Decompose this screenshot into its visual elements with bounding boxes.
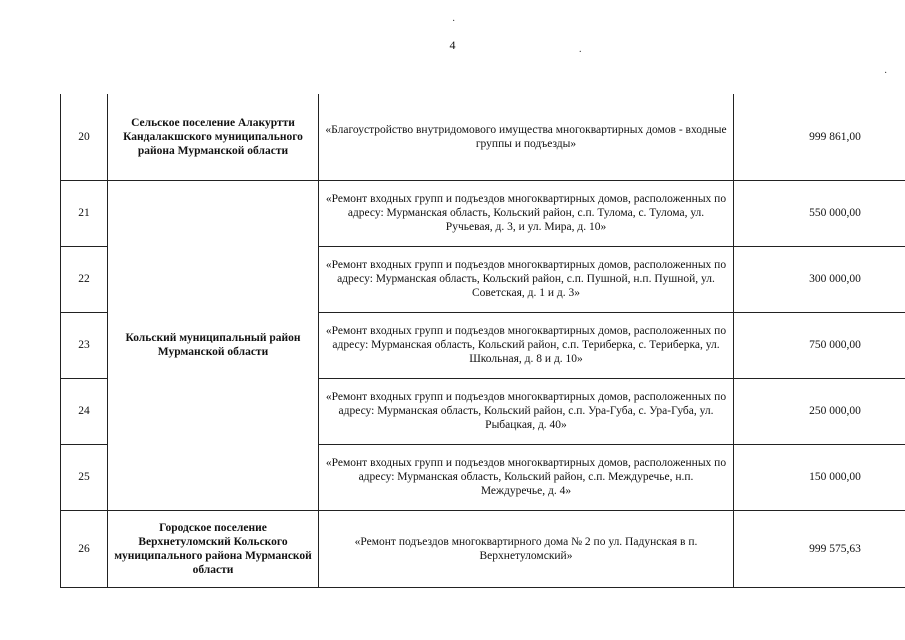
- project-description: «Ремонт входных групп и подъездов многоквартирных домов, расположенных по адресу: Мурманская область, Кольский район, с.п. Междуречье, н.п. Междуречье, д. 4»: [319, 444, 734, 510]
- scan-speck: .: [579, 44, 582, 55]
- amount: 300 000,00: [734, 246, 905, 312]
- municipality-name: Кольский муниципальный район Мурманской области: [108, 180, 319, 510]
- table-row: [61, 510, 905, 587]
- amount: 150 000,00: [734, 444, 905, 510]
- page-number: 4: [449, 38, 456, 52]
- scan-speck: ·: [452, 16, 456, 27]
- row-number: 25: [61, 444, 108, 510]
- municipality-name: Городское поселение Верхнетуломский Кольского муниципального района Мурманской области: [108, 510, 319, 587]
- row-number: 21: [61, 180, 108, 246]
- table-row: [61, 180, 905, 246]
- funding-table: [60, 94, 905, 588]
- project-description: «Ремонт входных групп и подъездов многоквартирных домов, расположенных по адресу: Мурманская область, Кольский район, с.п. Териберка, с. Териберка, ул. Школьная, д. 8 и д. 10»: [319, 312, 734, 378]
- project-description: «Ремонт входных групп и подъездов многоквартирных домов, расположенных по адресу: Мурманская область, Кольский район, с.п. Тулома, с. Тулома, ул. Ручьевая, д. 3, и ул. Мира, д. 10»: [319, 180, 734, 246]
- scan-speck: ·: [884, 68, 888, 79]
- amount: 750 000,00: [734, 312, 905, 378]
- amount: 250 000,00: [734, 378, 905, 444]
- row-number: 22: [61, 246, 108, 312]
- row-number: 23: [61, 312, 108, 378]
- municipality-name: Сельское поселение Алакуртти Кандалакшского муниципального района Мурманской области: [108, 94, 319, 180]
- table-row: [61, 94, 905, 180]
- project-description: «Ремонт подъездов многоквартирного дома № 2 по ул. Падунская в п. Верхнетуломский»: [319, 510, 734, 587]
- row-number: 20: [61, 94, 108, 180]
- amount: 999 861,00: [734, 94, 905, 180]
- project-description: «Ремонт входных групп и подъездов многоквартирных домов, расположенных по адресу: Мурманская область, Кольский район, с.п. Пушной, н.п. Пушной, ул. Советская, д. 1 и д. 3»: [319, 246, 734, 312]
- amount: 999 575,63: [734, 510, 905, 587]
- row-number: 26: [61, 510, 108, 587]
- amount: 550 000,00: [734, 180, 905, 246]
- project-description: «Благоустройство внутридомового имущества многоквартирных домов - входные группы и подъезды»: [319, 94, 734, 180]
- project-description: «Ремонт входных групп и подъездов многоквартирных домов, расположенных по адресу: Мурманская область, Кольский район, с.п. Ура-Губа, с. Ура-Губа, ул. Рыбацкая, д. 40»: [319, 378, 734, 444]
- row-number: 24: [61, 378, 108, 444]
